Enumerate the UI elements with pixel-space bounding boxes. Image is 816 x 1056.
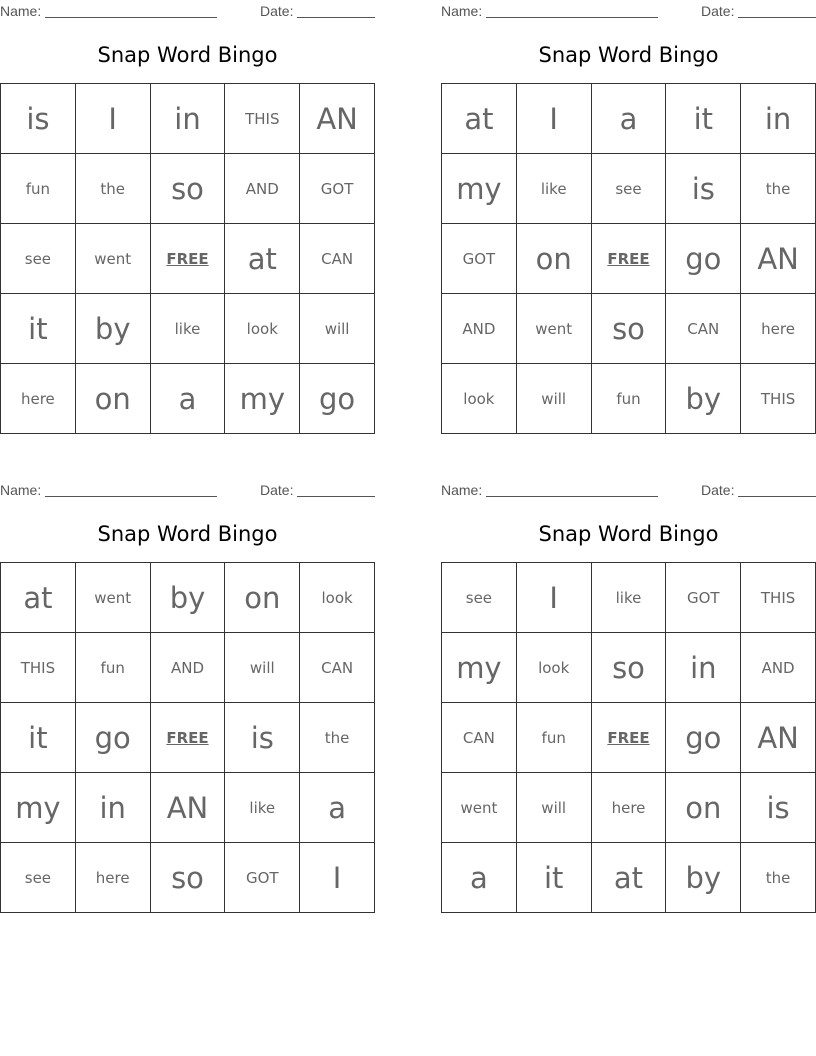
bingo-cell: a [442,843,517,913]
bingo-row [1,843,375,913]
name-date-row [0,481,375,499]
card-title: Snap Word Bingo [97,522,278,546]
date-label: Date: [260,482,294,498]
bingo-cell: it [666,84,741,154]
bingo-cell: CAN [300,224,375,294]
card-title: Snap Word Bingo [538,43,719,67]
bingo-cell: on [76,364,151,434]
name-blank-line [486,496,658,497]
bingo-cell: in [76,773,151,843]
bingo-row [1,633,375,703]
bingo-cell: THIS [1,633,76,703]
bingo-card-4 [441,479,816,914]
bingo-cell: AN [741,703,816,773]
bingo-cell: here [592,773,667,843]
bingo-cell: fun [1,154,76,224]
bingo-cell: THIS [741,563,816,633]
bingo-row [1,84,375,154]
bingo-cell: see [1,224,76,294]
bingo-cell: my [1,773,76,843]
bingo-cell: at [442,84,517,154]
bingo-card-1 [0,0,375,435]
bingo-cell: so [592,294,667,364]
bingo-cell: at [1,563,76,633]
bingo-cell: a [592,84,667,154]
bingo-cell: here [741,294,816,364]
bingo-cell: went [517,294,592,364]
bingo-cell: will [225,633,300,703]
name-label: Name: [441,482,483,498]
bingo-cell: here [76,843,151,913]
bingo-cell: by [666,843,741,913]
bingo-cell: THIS [741,364,816,434]
free-space-cell: FREE [592,703,667,773]
bingo-cell: it [1,294,76,364]
bingo-cell: AND [151,633,226,703]
bingo-cell: go [666,224,741,294]
bingo-row [442,364,816,434]
bingo-cell: I [300,843,375,913]
free-space-cell: FREE [151,224,226,294]
bingo-grid [0,562,375,913]
bingo-cell: CAN [666,294,741,364]
name-label: Name: [0,3,42,19]
date-blank-line [297,496,375,497]
bingo-cell: go [76,703,151,773]
bingo-row [442,843,816,913]
bingo-row [1,154,375,224]
bingo-cell: so [151,843,226,913]
bingo-cell: a [151,364,226,434]
bingo-cell: it [517,843,592,913]
free-space-cell: FREE [592,224,667,294]
bingo-cell: is [741,773,816,843]
card-title: Snap Word Bingo [97,43,278,67]
bingo-row [442,563,816,633]
bingo-cell: is [666,154,741,224]
bingo-cell: like [225,773,300,843]
bingo-cell: see [1,843,76,913]
bingo-cell: on [225,563,300,633]
bingo-row [1,224,375,294]
name-date-row [441,481,816,499]
date-label: Date: [701,3,735,19]
bingo-cell: AND [225,154,300,224]
bingo-row [442,294,816,364]
bingo-cell: AN [151,773,226,843]
bingo-cell: will [517,773,592,843]
bingo-row [442,84,816,154]
bingo-cell: the [76,154,151,224]
bingo-cell: is [1,84,76,154]
date-blank-line [738,496,816,497]
bingo-cell: went [76,563,151,633]
bingo-cell: fun [517,703,592,773]
card-title: Snap Word Bingo [538,522,719,546]
bingo-row [442,633,816,703]
bingo-cell: GOT [442,224,517,294]
name-label: Name: [0,482,42,498]
bingo-cell: go [666,703,741,773]
bingo-cell: GOT [300,154,375,224]
bingo-cell: I [517,84,592,154]
bingo-row [1,294,375,364]
bingo-cell: my [225,364,300,434]
bingo-cell: a [300,773,375,843]
bingo-cell: look [225,294,300,364]
bingo-cell: AND [741,633,816,703]
bingo-cell: went [442,773,517,843]
bingo-cell: will [300,294,375,364]
bingo-cell: the [741,843,816,913]
bingo-row [1,563,375,633]
bingo-card-3 [0,479,375,914]
bingo-cell: go [300,364,375,434]
date-blank-line [738,17,816,18]
date-label: Date: [701,482,735,498]
bingo-cell: CAN [300,633,375,703]
bingo-cell: the [741,154,816,224]
bingo-cell: on [517,224,592,294]
bingo-row [1,773,375,843]
bingo-grid [441,562,816,913]
name-blank-line [486,17,658,18]
bingo-cell: my [442,154,517,224]
bingo-grid [441,83,816,434]
name-label: Name: [441,3,483,19]
bingo-cell: fun [592,364,667,434]
name-blank-line [45,496,217,497]
date-blank-line [297,17,375,18]
bingo-grid [0,83,375,434]
bingo-row [1,364,375,434]
bingo-cell: look [300,563,375,633]
bingo-cell: THIS [225,84,300,154]
bingo-cell: by [151,563,226,633]
bingo-cell: AN [741,224,816,294]
bingo-cell: GOT [666,563,741,633]
bingo-cell: AN [300,84,375,154]
bingo-cell: see [442,563,517,633]
bingo-cell: at [225,224,300,294]
bingo-cell: in [741,84,816,154]
date-label: Date: [260,3,294,19]
name-date-row [441,2,816,20]
bingo-cell: will [517,364,592,434]
bingo-row [442,703,816,773]
bingo-cell: CAN [442,703,517,773]
bingo-row [442,773,816,843]
bingo-cell: is [225,703,300,773]
bingo-cell: at [592,843,667,913]
bingo-cell: it [1,703,76,773]
bingo-cell: on [666,773,741,843]
bingo-cell: here [1,364,76,434]
bingo-card-2 [441,0,816,435]
bingo-cell: by [76,294,151,364]
bingo-cell: like [151,294,226,364]
bingo-cell: like [592,563,667,633]
bingo-cell: look [442,364,517,434]
bingo-cell: so [592,633,667,703]
bingo-row [442,154,816,224]
name-blank-line [45,17,217,18]
bingo-cell: so [151,154,226,224]
bingo-cell: in [151,84,226,154]
bingo-cell: my [442,633,517,703]
bingo-cell: look [517,633,592,703]
bingo-cell: fun [76,633,151,703]
bingo-cell: went [76,224,151,294]
bingo-cell: GOT [225,843,300,913]
bingo-cell: see [592,154,667,224]
bingo-cell: in [666,633,741,703]
bingo-cell: like [517,154,592,224]
free-space-cell: FREE [151,703,226,773]
bingo-cell: by [666,364,741,434]
bingo-cell: I [76,84,151,154]
bingo-cell: I [517,563,592,633]
bingo-row [442,224,816,294]
bingo-cell: the [300,703,375,773]
bingo-row [1,703,375,773]
bingo-cell: AND [442,294,517,364]
name-date-row [0,2,375,20]
